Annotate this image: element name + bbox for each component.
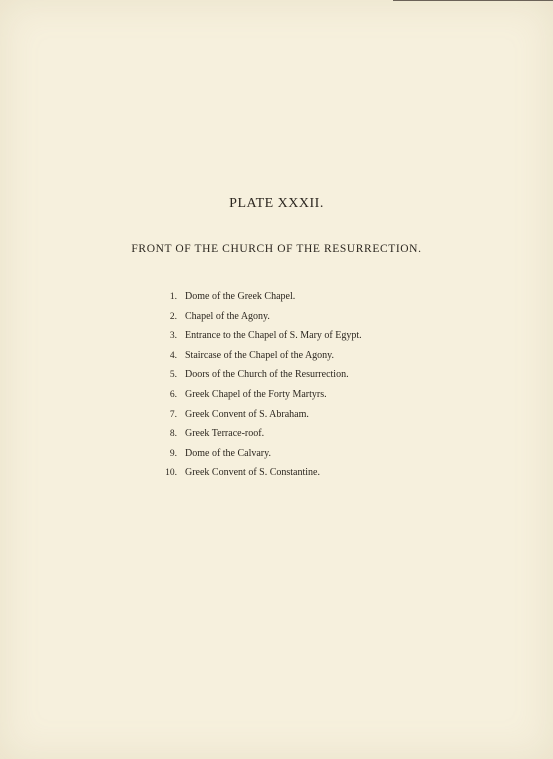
item-text: Greek Convent of S. Constantine. xyxy=(185,467,320,479)
list-item xyxy=(150,346,362,366)
list-item xyxy=(150,424,362,444)
item-number: 4. xyxy=(169,350,177,361)
plate-title: PLATE XXXII. xyxy=(229,196,324,211)
plate-subtitle: FRONT OF THE CHURCH OF THE RESURRECTION. xyxy=(131,243,422,255)
legend-list xyxy=(150,287,362,483)
list-item xyxy=(150,287,362,307)
item-number: 10. xyxy=(165,468,177,479)
list-item xyxy=(150,385,362,405)
item-text: Greek Terrace-roof. xyxy=(185,428,265,440)
item-text: Dome of the Calvary. xyxy=(185,447,271,459)
item-number: 8. xyxy=(169,429,177,440)
item-text: Entrance to the Chapel of S. Mary of Egypt. xyxy=(185,330,362,342)
list-item xyxy=(150,405,362,425)
item-text: Dome of the Greek Chapel. xyxy=(185,291,296,302)
item-number: 1. xyxy=(169,292,177,302)
item-text: Doors of the Church of the Resurrection. xyxy=(185,369,349,381)
list-item xyxy=(150,365,362,385)
item-number: 3. xyxy=(169,331,177,342)
item-text: Staircase of the Chapel of the Agony. xyxy=(185,349,335,361)
item-number: 9. xyxy=(169,448,177,459)
item-number: 5. xyxy=(169,370,177,381)
item-text: Greek Convent of S. Abraham. xyxy=(185,408,309,420)
item-number: 6. xyxy=(169,389,177,400)
page-edge-line xyxy=(393,0,553,1)
list-item xyxy=(150,307,362,327)
list-item xyxy=(150,463,362,483)
list-item xyxy=(150,444,362,464)
list-item xyxy=(150,326,362,346)
item-number: 7. xyxy=(169,409,177,420)
item-text: Chapel of the Agony. xyxy=(185,310,270,322)
item-text: Greek Chapel of the Forty Martyrs. xyxy=(185,388,327,400)
item-number: 2. xyxy=(169,311,177,322)
